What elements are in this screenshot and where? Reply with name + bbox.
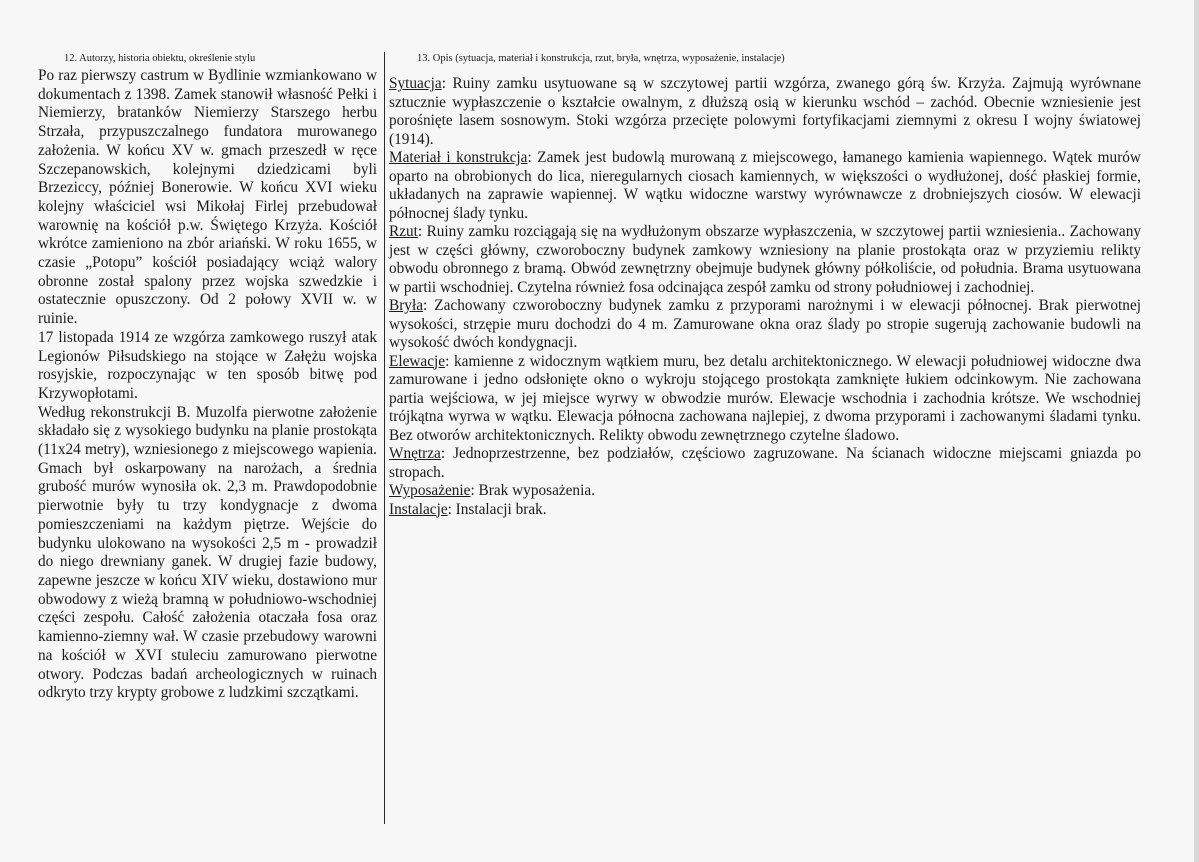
section-label: Sytuacja [389,75,442,92]
section-furnishings [389,482,1141,501]
section-label: Wyposażenie [389,482,471,499]
section-body: : Jednoprzestrzenne, bez podziałów, częściowo zagruzowane. Na ścianach widoczne miejscami gniazda po stropach. [389,445,1141,481]
section-label: Materiał i konstrukcja [389,149,528,166]
history-column-header: 12. Autorzy, historia obiektu, określenie stylu [64,53,256,64]
description-column-header: 13. Opis (sytuacja, materiał i konstrukcja, rzut, bryła, wnętrza, wyposażenie, instalacje) [417,53,785,64]
section-elevations [389,353,1141,446]
history-paragraph: Według rekonstrukcji B. Muzolfa pierwotne założenie składało się z wysokiego budynku na planie prostokąta (11x24 metry), wzniesionego z miejscowego wapienia. Gmach był oskarpowany na narożach, a średnia grubość murów wynosiła ok. 2,3 m. Prawdopodobnie pierwotnie były tu trzy kondygnacje z dwoma pomieszczeniami na każdym piętrze. Wejście do budynku ulokowano na wysokości 2,5 m - prowadził do niego drewniany ganek. W drugiej fazie budowy, zapewne jeszcze w końcu XIV wieku, dostawiono mur obwodowy z wieżą bramną w południowo-wschodniej części zespołu. Całość założenia otaczała fosa oraz kamienno-ziemny wał. W czasie przebudowy warowni na kościół w XVI stuleciu zamurowano pierwotne otwory. Podczas badań archeologicznych w ruinach odkryto trzy krypty grobowe z ludzkimi szczątkami. [38,403,377,702]
description-text [389,75,1141,519]
section-body: : Zachowany czworoboczny budynek zamku z przyporami narożnymi i w elewacji północnej. Brak pierwotnej wysokości, strzępie muru dochodzi do 4 m. Zamurowane okna oraz ślady po stropie sugerują zachowanie budowli na wysokość dwóch kondygnacji. [389,297,1141,351]
section-situation [389,75,1141,149]
column-divider [384,52,385,824]
section-body: : Brak wyposażenia. [470,482,595,499]
section-body: : kamienne z widocznym wątkiem muru, bez detalu architektonicznego. W elewacji południowej widoczne dwa zamurowane i jedno odsłonięte okno o wykroju stojącego prostokąta zamknięte łukiem odcinkowym. Nie zachowana partia wejściowa, w jej miejsce wyrwy w obwodzie murów. Elewacje wschodnia i zachodnia krótsze. We wschodniej trójkątna wyrwa w wątku. Elewacja północna zachowana najlepiej, z dwoma przyporami i zachowanymi śladami tynku. Bez otworów architektonicznych. Relikty obwodu zewnętrznego czytelne śladowo. [389,352,1141,444]
page-edge-shadow [1194,0,1199,862]
history-paragraph: Po raz pierwszy castrum w Bydlinie wzmiankowano w dokumentach z 1398. Zamek stanowił własność Pełki i Niemierzy, bratanków Niemierzy Starszego herbu Strzała, przypuszczalnego fundatora murowanego założenia. W końcu XV w. gmach przeszedł w ręce Szczepanowskich, kolejnymi dziedzicami byli Brzeziccy, później Bonerowie. W końcu XVI wieku kolejny właściciel wsi Mikołaj Firlej przebudował warownię na kościół p.w. Świętego Krzyża. Kościół wkrótce zamieniono na zbór ariański. W roku 1655, w czasie „Potopu” kościół posiadający wciąż walory obronne został spalony przez wojska szwedzkie i ostatecznie opuszczony. Od 2 połowy XVII w. w ruinie. [38,67,377,328]
section-label: Rzut [389,223,418,240]
history-text [38,67,377,703]
section-label: Elewacje [389,352,446,370]
section-installations [389,501,1141,520]
history-paragraph: 17 listopada 1914 ze wzgórza zamkowego ruszył atak Legionów Piłsudskiego na stojące w Załężu wojska rosyjskie, rozpoczynając w ten sposób bitwę pod Krzywopłotami. [38,328,377,402]
section-massing [389,297,1141,353]
section-body: : Ruiny zamku usytuowane są w szczytowej partii wzgórza, zwanego górą św. Krzyża. Zajmują wyrównane sztucznie wypłaszczenie o kształcie owalnym, z dłuższą osią w kierunku wschód – zachód. Obecnie wzniesienie jest porośnięte lasem sosnowym. Stoki wzgórza przecięte polowymi fortyfikacjami ziemnymi z okresu I wojny światowej (1914). [389,75,1141,148]
history-column [38,52,377,703]
section-label: Wnętrza [389,445,441,462]
section-plan [389,223,1141,297]
section-body: : Instalacji brak. [447,500,547,518]
section-body: : Zamek jest budowlą murowaną z miejscowego, łamanego kamienia wapiennego. Wątek murów oparto na obrobionych do lica, nieregularnych ciosach kamiennych, w większości o wydłużonej, dość płaskiej formie, układanych na zaprawie wapiennej. W wątku widoczne warstwy wyrównawcze z drobniejszych ciosów. W elewacji północnej ślady tynku. [389,149,1141,222]
section-body: : Ruiny zamku rozciągają się na wydłużonym obszarze wypłaszczenia, w szczytowej partii wzniesienia.. Zachowany jest w części główny, czworoboczny budynek zamkowy wzniesiony na planie prostokąta oraz w przyziemiu relikty obwodu obronnego z bramą. Obwód zewnętrzny obejmuje budynek główny półkoliście, od południa. Brama usytuowana w partii wschodniej. Czytelna również fosa odcinająca zespół zamku od strony południowej i zachodniej. [389,223,1141,296]
section-label: Instalacje [389,500,448,518]
section-label: Bryła [389,297,423,314]
description-column [389,52,1141,519]
section-interiors [389,445,1141,482]
section-material [389,149,1141,223]
